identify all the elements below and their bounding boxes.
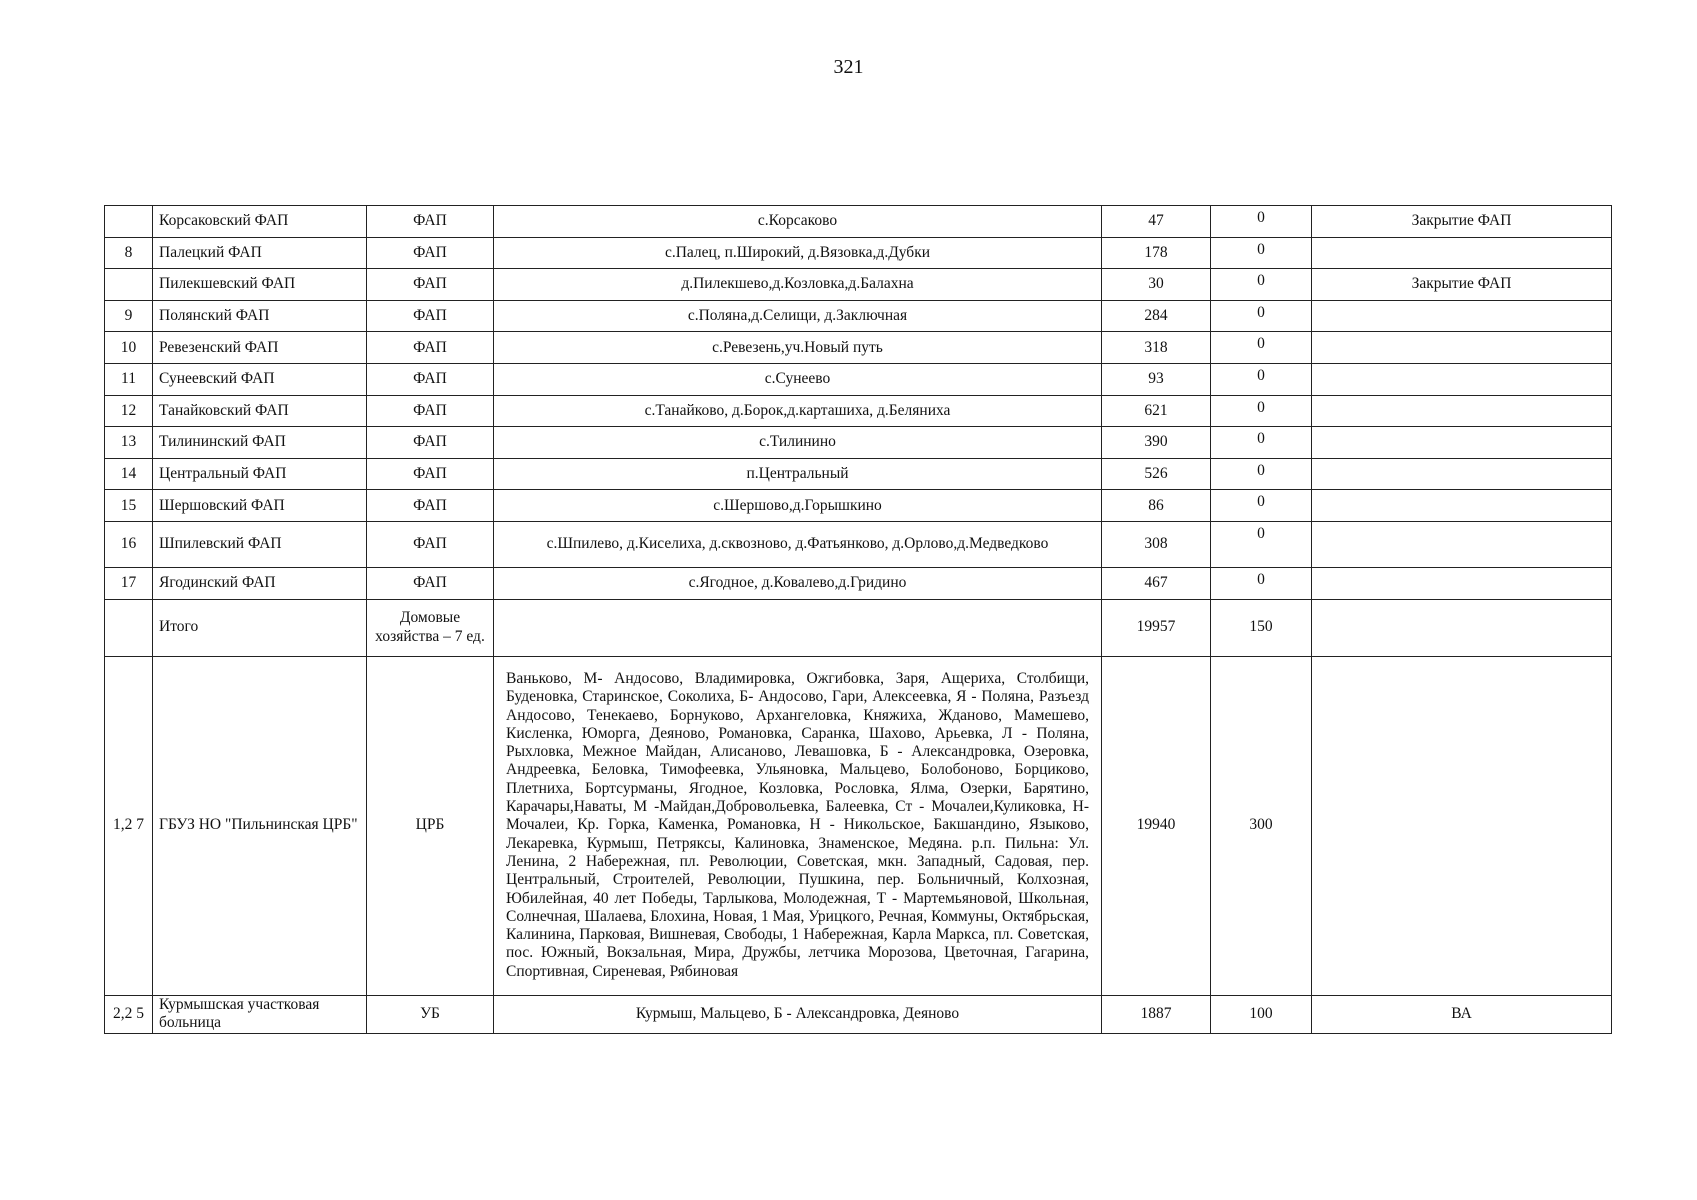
population: 86 xyxy=(1102,490,1211,522)
distance: 0 xyxy=(1211,363,1312,395)
served-locations: с.Ягодное, д.Ковалево,д.Гридино xyxy=(494,567,1102,599)
facility-name: Сунеевский ФАП xyxy=(153,363,367,395)
table-row xyxy=(105,567,1612,599)
population: 284 xyxy=(1102,300,1211,332)
row-number: 9 xyxy=(105,300,153,332)
facility-type: ФАП xyxy=(367,237,494,269)
row-number: 2,2 5 xyxy=(105,995,153,1033)
population: 47 xyxy=(1102,206,1211,238)
row-number xyxy=(105,206,153,238)
row-number: 8 xyxy=(105,237,153,269)
note xyxy=(1312,567,1612,599)
table-row xyxy=(105,363,1612,395)
distance: 300 xyxy=(1211,656,1312,995)
distance: 0 xyxy=(1211,332,1312,364)
population: 1887 xyxy=(1102,995,1211,1033)
served-locations: п.Центральный xyxy=(494,458,1102,490)
table-row xyxy=(105,521,1612,567)
facility-type: ФАП xyxy=(367,567,494,599)
facility-type: Домовые хозяйства – 7 ед. xyxy=(367,599,494,656)
facility-type: ФАП xyxy=(367,490,494,522)
distance: 0 xyxy=(1211,490,1312,522)
facility-name: Танайковский ФАП xyxy=(153,395,367,427)
row-number: 14 xyxy=(105,458,153,490)
table-row xyxy=(105,395,1612,427)
distance: 0 xyxy=(1211,521,1312,567)
note xyxy=(1312,427,1612,459)
population: 308 xyxy=(1102,521,1211,567)
population: 178 xyxy=(1102,237,1211,269)
served-locations: с.Шпилево, д.Киселиха, д.сквозново, д.Фатьянково, д.Орлово,д.Медведково xyxy=(494,521,1102,567)
row-number: 17 xyxy=(105,567,153,599)
population: 318 xyxy=(1102,332,1211,364)
table-row xyxy=(105,269,1612,301)
facility-type: ЦРБ xyxy=(367,656,494,995)
row-number: 12 xyxy=(105,395,153,427)
served-locations: с.Танайково, д.Борок,д.карташиха, д.Беляниха xyxy=(494,395,1102,427)
facilities-table xyxy=(104,205,1612,1034)
table-row xyxy=(105,490,1612,522)
distance: 100 xyxy=(1211,995,1312,1033)
row-number: 10 xyxy=(105,332,153,364)
table-row xyxy=(105,237,1612,269)
facility-name: Тилининский ФАП xyxy=(153,427,367,459)
facility-name: Итого xyxy=(153,599,367,656)
facility-name: Центральный ФАП xyxy=(153,458,367,490)
row-number xyxy=(105,599,153,656)
row-number: 13 xyxy=(105,427,153,459)
row-number: 1,2 7 xyxy=(105,656,153,995)
population: 93 xyxy=(1102,363,1211,395)
row-number: 16 xyxy=(105,521,153,567)
facility-type: ФАП xyxy=(367,427,494,459)
note xyxy=(1312,395,1612,427)
note xyxy=(1312,458,1612,490)
facility-name: Шпилевский ФАП xyxy=(153,521,367,567)
facility-type: ФАП xyxy=(367,300,494,332)
note xyxy=(1312,521,1612,567)
facility-name: Ревезенский ФАП xyxy=(153,332,367,364)
served-locations: Курмыш, Мальцево, Б - Александровка, Деяново xyxy=(494,995,1102,1033)
served-locations: с.Поляна,д.Селищи, д.Заключная xyxy=(494,300,1102,332)
table-row xyxy=(105,300,1612,332)
crb-row xyxy=(105,656,1612,995)
note xyxy=(1312,490,1612,522)
facility-name: Пилекшевский ФАП xyxy=(153,269,367,301)
served-locations: д.Пилекшево,д.Козловка,д.Балахна xyxy=(494,269,1102,301)
distance: 0 xyxy=(1211,206,1312,238)
served-locations: с.Тилинино xyxy=(494,427,1102,459)
table-row xyxy=(105,427,1612,459)
distance: 0 xyxy=(1211,567,1312,599)
kurmysh-row xyxy=(105,995,1612,1033)
population: 467 xyxy=(1102,567,1211,599)
table-row xyxy=(105,458,1612,490)
note xyxy=(1312,656,1612,995)
facility-type: ФАП xyxy=(367,521,494,567)
total-row xyxy=(105,599,1612,656)
note xyxy=(1312,237,1612,269)
row-number: 11 xyxy=(105,363,153,395)
population: 621 xyxy=(1102,395,1211,427)
table-row xyxy=(105,332,1612,364)
population: 30 xyxy=(1102,269,1211,301)
served-locations: с.Шершово,д.Горышкино xyxy=(494,490,1102,522)
served-locations xyxy=(494,599,1102,656)
distance: 0 xyxy=(1211,395,1312,427)
table-row xyxy=(105,206,1612,238)
population: 390 xyxy=(1102,427,1211,459)
facility-type: ФАП xyxy=(367,332,494,364)
facility-name: Шершовский ФАП xyxy=(153,490,367,522)
served-locations: с.Корсаково xyxy=(494,206,1102,238)
facility-type: ФАП xyxy=(367,269,494,301)
note: Закрытие ФАП xyxy=(1312,206,1612,238)
served-locations: Ваньково, М- Андосово, Владимировка, Ожгибовка, Заря, Ащериха, Столбищи, Буденовка, Старинское, Соколиха, Б- Андосово, Гари, Алексеевка, Я - Поляна, Разъезд Андосово, Тенекаево, Борнуково, Архангеловка, Княжиха, Жданово, Мамешево, Кисленка, Юморга, Деяново, Романовка, Саранка, Шахово, Арьевка, Л - Поляна, Рыхловка, Межное Майдан, Алисаново, Левашовка, Б - Александровка, Озеровка, Андреевка, Беловка, Тимофеевка, Ульяновка, Мальцево, Болобоново, Борциково, Плетниха, Бортсурманы, Ягодное, Козловка, Рословка, Ялма, Озерки, Барятино, Карачары,Наваты, М -Майдан,Добровольевка, Балеевка, Ст - Мочалеи,Куликовка, Н- Мочалеи, Кр. Горка, Каменка, Романовка, Н - Никольское, Бакшандино, Языково, Лекаревка, Курмыш, Петряксы, Калиновка, Знаменское, Медяна. р.п. Пильна: Ул. Ленина, 2 Набережная, пл. Революции, Советская, мкн. Западный, Садовая, пер. Центральный, Строителей, Революции, Пушкина, пер. Больничный, Колхозная, Юбилейная, 40 лет Победы, Тарлыкова, Молодежная, Т - Мартемьяновой, Школьная, Солнечная, Шалаева, Блохина, Новая, 1 Мая, Урицкого, Речная, Коммуны, Октябрьская, Калинина, Парковая, Вишневая, Свободы, 1 Набережная, Карла Маркса, пл. Советская, пос. Южный, Вокзальная, Мира, Дружбы, летчика Морозова, Цветочная, Гагарина, Спортивная, Сиреневая, Рябиновая xyxy=(494,656,1102,995)
note xyxy=(1312,332,1612,364)
population: 526 xyxy=(1102,458,1211,490)
distance: 150 xyxy=(1211,599,1312,656)
distance: 0 xyxy=(1211,458,1312,490)
distance: 0 xyxy=(1211,237,1312,269)
note: Закрытие ФАП xyxy=(1312,269,1612,301)
facility-type: УБ xyxy=(367,995,494,1033)
distance: 0 xyxy=(1211,269,1312,301)
served-locations: с.Палец, п.Широкий, д.Вязовка,д.Дубки xyxy=(494,237,1102,269)
population: 19957 xyxy=(1102,599,1211,656)
facility-name: Палецкий ФАП xyxy=(153,237,367,269)
row-number: 15 xyxy=(105,490,153,522)
note xyxy=(1312,363,1612,395)
page-number: 321 xyxy=(833,56,864,78)
note xyxy=(1312,599,1612,656)
facility-name: Полянский ФАП xyxy=(153,300,367,332)
served-locations: с.Ревезень,уч.Новый путь xyxy=(494,332,1102,364)
facility-name: ГБУЗ НО "Пильнинская ЦРБ" xyxy=(153,656,367,995)
facility-type: ФАП xyxy=(367,206,494,238)
served-locations: с.Сунеево xyxy=(494,363,1102,395)
note xyxy=(1312,300,1612,332)
row-number xyxy=(105,269,153,301)
distance: 0 xyxy=(1211,427,1312,459)
facility-type: ФАП xyxy=(367,458,494,490)
facility-name: Ягодинский ФАП xyxy=(153,567,367,599)
facility-type: ФАП xyxy=(367,363,494,395)
facility-name: Корсаковский ФАП xyxy=(153,206,367,238)
population: 19940 xyxy=(1102,656,1211,995)
note: ВА xyxy=(1312,995,1612,1033)
facility-type: ФАП xyxy=(367,395,494,427)
facility-name: Курмышская участковая больница xyxy=(153,995,367,1033)
distance: 0 xyxy=(1211,300,1312,332)
